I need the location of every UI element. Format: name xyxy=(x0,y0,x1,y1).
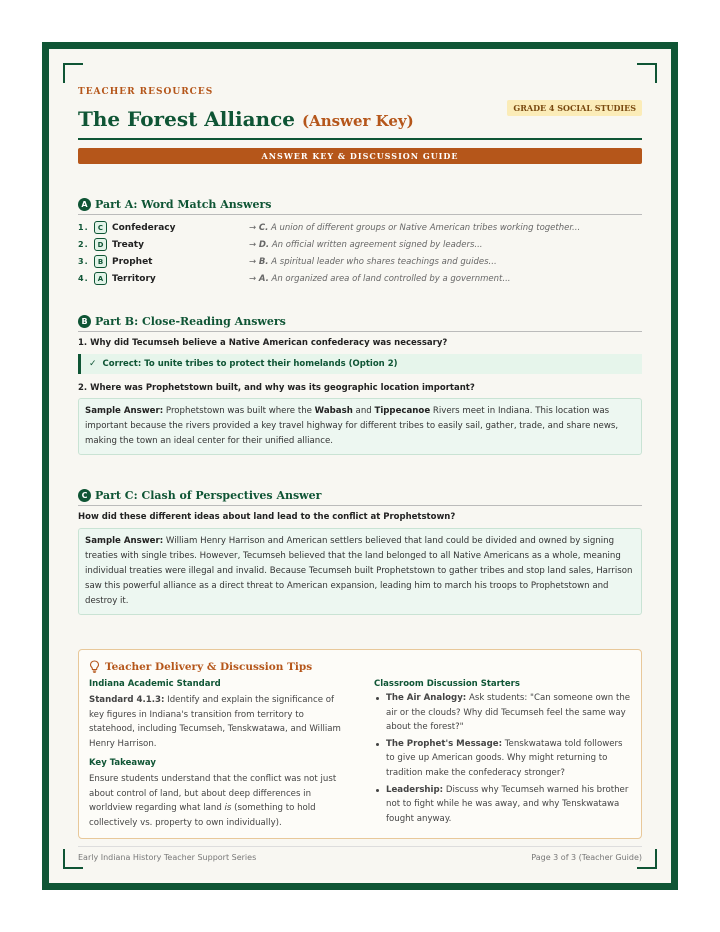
part-b-badge: B xyxy=(78,315,91,328)
vocab-term: Confederacy xyxy=(112,222,176,233)
sample-answer-label: Sample Answer: xyxy=(85,536,164,546)
answer-letter-badge: B xyxy=(94,255,107,268)
page-title xyxy=(78,106,414,134)
part-a-header xyxy=(78,198,642,215)
corner-ornament xyxy=(637,63,657,83)
river-name: Tippecanoe xyxy=(374,406,431,416)
match-row xyxy=(78,236,642,253)
correct-answer-callout xyxy=(78,354,642,374)
page-footer xyxy=(78,846,642,862)
river-name: Wabash xyxy=(314,406,353,416)
answer-letter-badge: A xyxy=(94,272,107,285)
match-row xyxy=(78,253,642,270)
lightbulb-icon xyxy=(89,660,100,673)
checkmark-icon: ✓ xyxy=(89,359,97,369)
list-item xyxy=(374,691,631,735)
definition-letter: B. xyxy=(258,256,269,267)
part-a-badge: A xyxy=(78,198,91,211)
starter-text: Discuss why Tecumseh warned his brother not to fight while he was away, and why Tenskwatawa fought anyway. xyxy=(386,784,629,824)
starters-list xyxy=(374,691,631,826)
title-text: The Forest Alliance xyxy=(78,107,295,131)
answer-letter-badge: D xyxy=(94,238,107,251)
grade-badge: GRADE 4 SOCIAL STUDIES xyxy=(507,100,642,116)
part-a-section xyxy=(78,198,642,287)
tips-left-column xyxy=(89,679,360,830)
tips-header xyxy=(89,660,631,673)
starters-heading: Classroom Discussion Starters xyxy=(374,679,520,689)
sample-answer-label: Sample Answer: xyxy=(85,406,164,416)
row-number: 3. xyxy=(78,257,89,266)
page-frame xyxy=(42,42,678,890)
eyebrow-label: TEACHER RESOURCES xyxy=(78,87,214,97)
footer-page-number: Page 3 of 3 (Teacher Guide) xyxy=(531,853,642,862)
list-item xyxy=(374,737,631,781)
row-number: 2. xyxy=(78,240,89,249)
question-1: 1. Why did Tecumseh believe a Native American confederacy was necessary? xyxy=(78,338,448,348)
definition xyxy=(249,240,483,250)
answer-letter-badge: C xyxy=(94,221,107,234)
part-b-header xyxy=(78,315,642,332)
part-a-title: Part A: Word Match Answers xyxy=(95,198,272,211)
standard-label: Standard 4.1.3: xyxy=(89,695,165,705)
tips-title: Teacher Delivery & Discussion Tips xyxy=(105,660,313,673)
teacher-tips-box xyxy=(78,649,642,839)
takeaway-part: Ensure students understand that the conflict was not just about control of land, but about deep differences in worldview regarding what land xyxy=(89,774,337,813)
title-row xyxy=(78,100,642,140)
definition-text: An organized area of land controlled by a government... xyxy=(271,273,511,284)
correct-answer-text: Correct: To unite tribes to protect their homelands (Option 2) xyxy=(102,359,398,369)
sample-answer-box xyxy=(78,398,642,455)
arrow-icon: → xyxy=(249,273,257,284)
page-content xyxy=(78,83,642,839)
starter-text: Ask students: "Can someone own the air or the clouds? Why did Tecumseh feel the same way about the forest?" xyxy=(386,693,631,733)
corner-ornament xyxy=(63,63,83,83)
definition-text: An official written agreement signed by leaders... xyxy=(271,239,483,250)
answer-text: Rivers meet in Indiana. This location was important because the rivers provided a key travel highway for different tribes to easily sail, gather, trade, and share news, making the town an ideal center for their unified alliance. xyxy=(85,406,619,446)
match-row xyxy=(78,219,642,236)
part-c-title: Part C: Clash of Perspectives Answer xyxy=(95,489,322,502)
starter-label: The Air Analogy: xyxy=(386,693,467,703)
vocab-term: Prophet xyxy=(112,256,153,267)
row-number: 1. xyxy=(78,223,89,232)
tips-right-column xyxy=(360,679,631,830)
vocab-term: Treaty xyxy=(112,239,144,250)
part-c-header xyxy=(78,489,642,506)
definition-text: A union of different groups or Native American tribes working together... xyxy=(271,222,581,233)
tips-columns xyxy=(89,679,631,830)
definition xyxy=(249,223,580,233)
answer-text: Prophetstown was built where the xyxy=(163,406,315,416)
definition-letter: C. xyxy=(258,222,269,233)
row-number: 4. xyxy=(78,274,89,283)
takeaway-part: (something to hold collectively vs. property to own individually). xyxy=(89,803,316,828)
sample-answer-box xyxy=(78,528,642,615)
footer-series: Early Indiana History Teacher Support Series xyxy=(78,853,257,862)
definition xyxy=(249,274,510,284)
title-subtitle: (Answer Key) xyxy=(301,112,414,130)
arrow-icon: → xyxy=(249,222,257,233)
definition-letter: A. xyxy=(258,273,269,284)
takeaway-heading: Key Takeaway xyxy=(89,758,156,768)
vocab-term: Territory xyxy=(112,273,156,284)
definition xyxy=(249,257,497,267)
part-b-title: Part B: Close-Reading Answers xyxy=(95,315,286,328)
match-row xyxy=(78,270,642,287)
question-2: 2. Where was Prophetstown built, and why was its geographic location important? xyxy=(78,383,475,393)
starter-label: Leadership: xyxy=(386,784,444,795)
list-item xyxy=(374,783,631,827)
takeaway-text xyxy=(89,772,346,830)
answer-text: and xyxy=(352,406,375,416)
standard-text xyxy=(89,693,346,751)
part-b-section xyxy=(78,315,642,455)
standard-heading: Indiana Academic Standard xyxy=(89,679,221,689)
starter-text: Tenskwatawa told followers to give up American goods. Why might returning to tradition make the confederacy stronger? xyxy=(386,738,623,778)
arrow-icon: → xyxy=(249,256,257,267)
part-c-badge: C xyxy=(78,489,91,502)
part-c-section xyxy=(78,489,642,615)
answer-text: William Henry Harrison and American settlers believed that land could be divided and owned by signing treaties with single tribes. However, Tecumseh believed that the land belonged to all Native Americans as a whole, meaning individual treaties were illegal and invalid. Because Tecumseh built Prophetstown to gather tribes and stop land sales, Harrison saw this powerful alliance as a direct threat to American expansion, leading him to march his troops to Prophetstown and destroy it. xyxy=(85,536,633,606)
takeaway-emphasis: is xyxy=(224,803,232,813)
section-banner: ANSWER KEY & DISCUSSION GUIDE xyxy=(78,148,642,164)
starter-label: The Prophet's Message: xyxy=(386,738,503,749)
definition-text: A spiritual leader who shares teachings and guides... xyxy=(271,256,497,267)
standard-description: Identify and explain the significance of key figures in Indiana's transition from territory to statehood, including Tecumseh, Tenskwatawa, and William Henry Harrison. xyxy=(89,695,341,749)
arrow-icon: → xyxy=(249,239,257,250)
definition-letter: D. xyxy=(258,239,270,250)
part-c-question: How did these different ideas about land lead to the conflict at Prophetstown? xyxy=(78,512,456,522)
match-list xyxy=(78,219,642,287)
